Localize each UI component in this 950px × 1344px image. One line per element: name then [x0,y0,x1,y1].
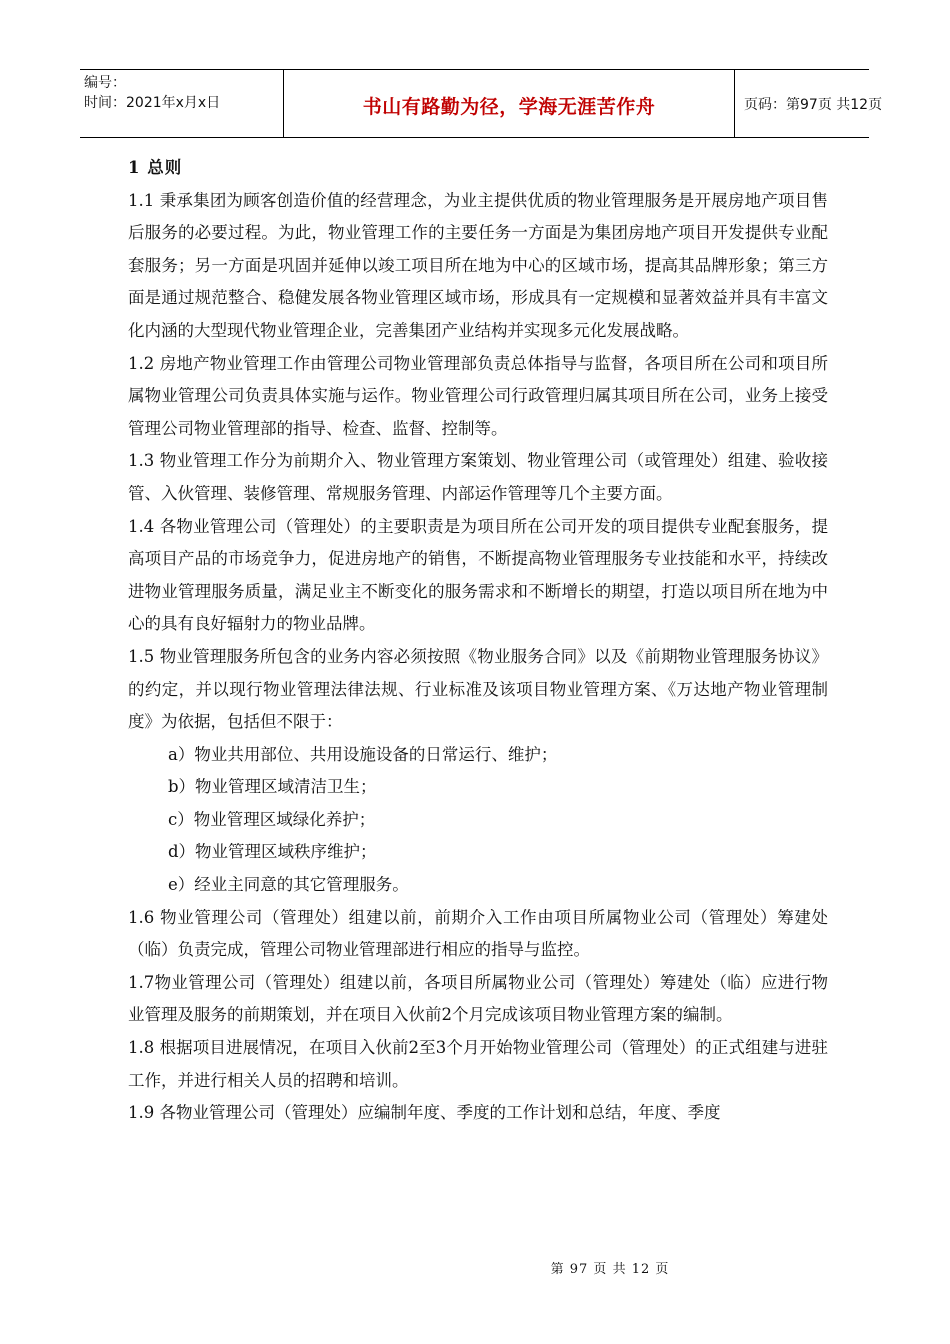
header-page-cell [735,70,883,137]
paragraph-1-6: 1.6 物业管理公司（管理处）组建以前，前期介入工作由项目所属物业公司（管理处）筹建处（临）负责完成，管理公司物业管理部进行相应的指导与监控。 [128,907,828,960]
page-footer: 第 97 页 共 12 页 [550,1262,670,1277]
code-label: 编号： [84,75,126,91]
list-item-e: e）经业主同意的其它管理服务。 [168,875,409,895]
paragraph-1-4: 1.4 各物业管理公司（管理处）的主要职责是为项目所在公司开发的项目提供专业配套服务，提高项目产品的市场竞争力，促进房地产的销售，不断提高物业管理服务专业技能和水平，持续改进物业管理服务质量，满足业主不断变化的服务需求和不断增长的期望，打造以项目所在地为中心的具有良好辐射力的物业品牌。 [128,516,828,634]
list-item-c: c）物业管理区域绿化养护； [168,809,376,829]
list-item-a: a）物业共用部位、共用设施设备的日常运行、维护； [168,744,558,764]
document-body [128,152,828,1130]
paragraph-1-1: 1.1 秉承集团为顾客创造价值的经营理念，为业主提供优质的物业管理服务是开展房地产项目售后服务的必要过程。为此，物业管理工作的主要任务一方面是为集团房地产项目开发提供专业配套服务；另一方面是巩固并延伸以竣工项目所在地为中心的区域市场，提高其品牌形象；第三方面是通过规范整合、稳健发展各物业管理区域市场，形成具有一定规模和显著效益并具有丰富文化内涵的大型现代物业管理企业，完善集团产业结构并实现多元化发展战略。 [128,190,828,340]
paragraph-1-3: 1.3 物业管理工作分为前期介入、物业管理方案策划、物业管理公司（或管理处）组建、验收接管、入伙管理、装修管理、常规服务管理、内部运作管理等几个主要方面。 [128,451,828,503]
list-item-d: d）物业管理区域秩序维护； [168,842,377,862]
header-meta [80,70,283,137]
motto: 书山有路勤为径，学海无涯苦作舟 [362,96,656,118]
paragraph-1-7: 1.7物业管理公司（管理处）组建以前，各项目所属物业公司（管理处）筹建处（临）应进行物业管理及服务的前期策划，并在项目入伙前2个月完成该项目物业管理方案的编制。 [128,972,828,1025]
header-table [80,69,883,138]
page-info: 页码：第97页 共12页 [744,97,883,113]
list-item-b: b）物业管理区域清洁卫生； [168,777,377,797]
paragraph-1-9: 1.9 各物业管理公司（管理处）应编制年度、季度的工作计划和总结，年度、季度 [128,1103,721,1123]
section-title: 1 总则 [128,158,183,177]
paragraph-1-5: 1.5 物业管理服务所包含的业务内容必须按照《物业服务合同》以及《前期物业管理服务协议》的约定，并以现行物业管理法律法规、行业标准及该项目物业管理方案、《万达地产物业管理制度》为依据，包括但不限于： [128,646,828,732]
time-label: 时间：2021年x月x日 [84,95,221,111]
paragraph-1-8: 1.8 根据项目进展情况，在项目入伙前2至3个月开始物业管理公司（管理处）的正式组建与进驻工作，并进行相关人员的招聘和培训。 [128,1038,828,1090]
paragraph-1-2: 1.2 房地产物业管理工作由管理公司物业管理部负责总体指导与监督，各项目所在公司和项目所属物业管理公司负责具体实施与运作。物业管理公司行政管理归属其项目所在公司，业务上接受管理公司物业管理部的指导、检查、监督、控制等。 [128,353,828,438]
header-motto-cell [283,70,735,137]
